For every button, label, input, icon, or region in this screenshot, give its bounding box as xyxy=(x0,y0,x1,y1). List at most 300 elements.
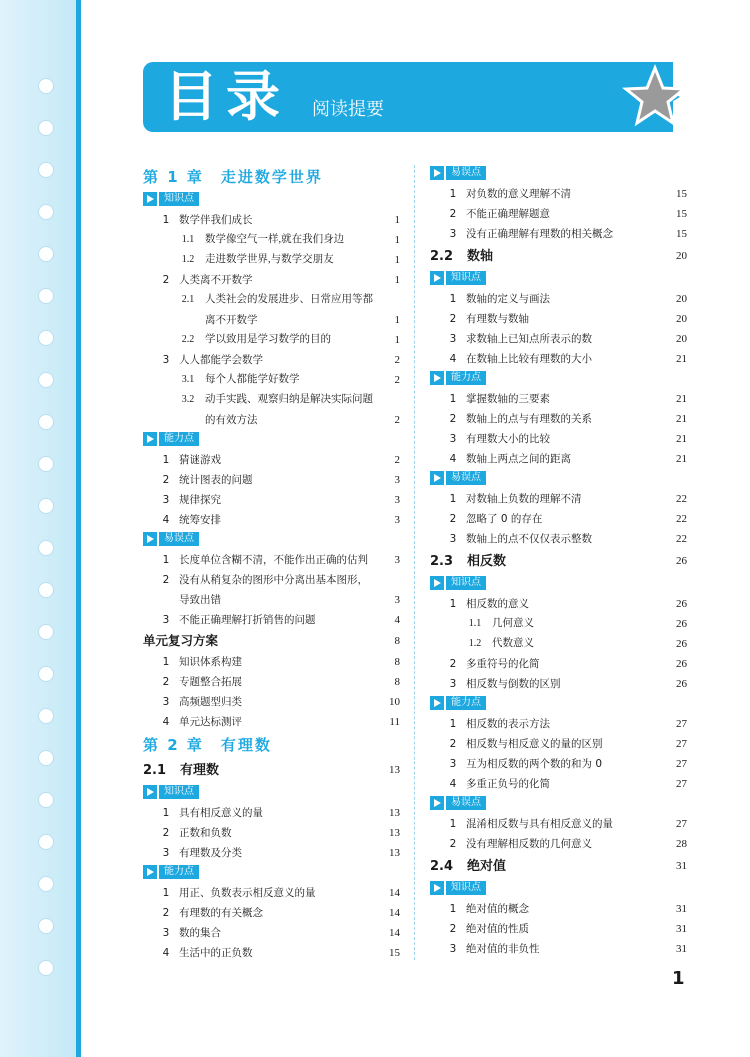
entry-title: 统筹安排 xyxy=(179,514,221,526)
section-title: 相反数 xyxy=(467,554,507,569)
page-subtitle: 阅读提要 xyxy=(312,99,384,120)
page-ref: 3 xyxy=(394,594,400,606)
toc-entry xyxy=(430,714,687,734)
page-ref: 22 xyxy=(676,493,687,505)
entry-number: 1 xyxy=(449,393,457,405)
page-ref: 2 xyxy=(394,414,400,426)
toc-entry xyxy=(430,429,687,449)
page-ref: 15 xyxy=(676,188,687,200)
toc-entry xyxy=(143,390,400,410)
page-ref: 2 xyxy=(394,374,400,386)
entry-title: 走进数学世界,与数学交朋友 xyxy=(205,254,334,265)
entry-number: 4 xyxy=(162,947,170,959)
binding-strip xyxy=(0,0,76,1057)
entry-number: 3 xyxy=(162,696,170,708)
toc-entry xyxy=(430,289,687,309)
page-ref: 21 xyxy=(676,393,687,405)
entry-number: 3.1 xyxy=(181,374,195,385)
binding-ring xyxy=(38,120,54,136)
page-ref: 27 xyxy=(676,758,687,770)
section-heading xyxy=(143,758,400,783)
section-title: 数轴 xyxy=(467,249,494,264)
page-number: 1 xyxy=(672,968,685,989)
entry-title: 相反数的意义 xyxy=(466,598,529,610)
entry-title: 互为相反数的两个数的和为 0 xyxy=(466,758,603,770)
entry-title: 对负数的意义理解不清 xyxy=(466,188,571,200)
entry-title: 学以致用是学习数学的目的 xyxy=(205,334,331,345)
page-ref: 21 xyxy=(676,353,687,365)
category-tag xyxy=(430,879,687,899)
entry-number: 1.1 xyxy=(468,618,482,629)
binding-ring xyxy=(38,876,54,892)
entry-number: 1 xyxy=(449,598,457,610)
entry-number: 1 xyxy=(162,214,170,226)
entry-title: 每个人都能学好数学 xyxy=(205,374,300,385)
entry-number: 2 xyxy=(162,676,170,688)
entry-title: 正数和负数 xyxy=(179,827,232,839)
toc-entry xyxy=(430,449,687,469)
entry-number: 2 xyxy=(449,738,457,750)
entry-title: 专题整合拓展 xyxy=(179,676,242,688)
toc-entry xyxy=(430,899,687,919)
play-arrow-icon xyxy=(430,271,444,285)
entry-title: 数轴上的点不仅仅表示整数 xyxy=(466,533,592,545)
entry-number: 4 xyxy=(449,778,457,790)
entry-number: 4 xyxy=(162,716,170,728)
toc-entry xyxy=(143,652,400,672)
entry-title: 单元达标测评 xyxy=(179,716,242,728)
section-number: 2.2 xyxy=(430,249,454,264)
toc-entry xyxy=(143,310,400,330)
page-ref: 13 xyxy=(389,807,400,819)
entry-number: 1 xyxy=(449,188,457,200)
entry-number: 1.2 xyxy=(181,254,195,265)
entry-number: 3 xyxy=(162,927,170,939)
toc-entry xyxy=(143,510,400,530)
toc-entry xyxy=(143,712,400,732)
entry-title: 高频题型归类 xyxy=(179,696,242,708)
category-label: 知识点 xyxy=(446,881,486,895)
entry-number: 2 xyxy=(162,274,170,286)
entry-title: 有理数大小的比较 xyxy=(466,433,550,445)
entry-title: 相反数的表示方法 xyxy=(466,718,550,730)
toc-entry xyxy=(430,654,687,674)
binding-ring xyxy=(38,918,54,934)
binding-ring xyxy=(38,414,54,430)
entry-number: 1.2 xyxy=(468,638,482,649)
entry-number: 4 xyxy=(449,453,457,465)
entry-title: 导致出错 xyxy=(179,594,221,606)
unit-review-heading xyxy=(143,630,400,652)
category-tag xyxy=(430,574,687,594)
toc-entry xyxy=(143,903,400,923)
page-ref: 1 xyxy=(394,274,400,286)
page-ref: 26 xyxy=(676,618,687,630)
section-heading xyxy=(430,244,687,269)
section-heading xyxy=(430,854,687,879)
entry-title: 有理数的有关概念 xyxy=(179,907,263,919)
chapter-heading: 第 2 章 有理数 xyxy=(143,736,272,754)
toc-entry xyxy=(430,204,687,224)
toc-entry xyxy=(430,814,687,834)
entry-number: 2 xyxy=(449,658,457,670)
category-tag xyxy=(430,269,687,289)
entry-title: 相反数与倒数的区别 xyxy=(466,678,561,690)
entry-number: 3 xyxy=(449,333,457,345)
chapter-heading: 第 1 章 走进数学世界 xyxy=(143,168,323,186)
entry-number: 2.1 xyxy=(181,294,195,305)
page-ref: 15 xyxy=(676,228,687,240)
page-ref: 8 xyxy=(394,676,400,688)
entry-number: 1 xyxy=(449,293,457,305)
page-ref: 8 xyxy=(394,635,400,647)
section-title: 有理数 xyxy=(180,763,220,778)
page-ref: 31 xyxy=(676,860,687,872)
entry-number: 3 xyxy=(449,758,457,770)
binding-ring xyxy=(38,330,54,346)
entry-number: 3 xyxy=(449,943,457,955)
entry-title: 具有相反意义的量 xyxy=(179,807,263,819)
entry-number: 4 xyxy=(449,353,457,365)
page-ref: 20 xyxy=(676,333,687,345)
entry-number: 2 xyxy=(162,474,170,486)
binding-ring xyxy=(38,456,54,472)
entry-title: 绝对值的性质 xyxy=(466,923,529,935)
entry-number: 2 xyxy=(449,208,457,220)
toc-entry xyxy=(143,570,400,590)
toc-left-column xyxy=(143,164,400,963)
entry-number: 1 xyxy=(162,807,170,819)
toc-entry xyxy=(430,774,687,794)
entry-number: 2 xyxy=(162,574,170,586)
page-ref: 21 xyxy=(676,413,687,425)
entry-title: 离不开数学 xyxy=(205,314,258,326)
page-ref: 26 xyxy=(676,638,687,650)
entry-number: 2 xyxy=(162,827,170,839)
entry-number: 3 xyxy=(162,614,170,626)
toc-entry xyxy=(143,250,400,270)
page-ref: 15 xyxy=(676,208,687,220)
toc-entry xyxy=(430,734,687,754)
toc-entry xyxy=(430,509,687,529)
entry-number: 1 xyxy=(162,554,170,566)
toc-entry xyxy=(143,883,400,903)
section-number: 2.3 xyxy=(430,554,454,569)
entry-number: 3 xyxy=(162,847,170,859)
entry-title: 规律探究 xyxy=(179,494,221,506)
entry-title: 人人都能学会数学 xyxy=(179,354,263,366)
entry-title: 数的集合 xyxy=(179,927,221,939)
entry-number: 2 xyxy=(449,838,457,850)
toc-entry xyxy=(430,594,687,614)
binding-ring xyxy=(38,372,54,388)
toc-entry xyxy=(143,410,400,430)
toc-entry xyxy=(430,939,687,959)
page-ref: 14 xyxy=(389,927,400,939)
toc-entry xyxy=(143,290,400,310)
category-tag xyxy=(430,164,687,184)
binding-ring xyxy=(38,834,54,850)
toc-entry xyxy=(143,350,400,370)
entry-title: 掌握数轴的三要素 xyxy=(466,393,550,405)
toc-entry xyxy=(430,184,687,204)
toc-entry xyxy=(430,309,687,329)
entry-title: 忽略了 0 的存在 xyxy=(466,513,543,525)
category-label: 易误点 xyxy=(446,796,486,810)
category-tag xyxy=(430,469,687,489)
play-arrow-icon xyxy=(143,785,157,799)
play-arrow-icon xyxy=(430,881,444,895)
entry-title: 有理数与数轴 xyxy=(466,313,529,325)
entry-number: 1 xyxy=(162,887,170,899)
entry-title: 求数轴上已知点所表示的数 xyxy=(466,333,592,345)
toc-entry xyxy=(143,370,400,390)
play-arrow-icon xyxy=(143,192,157,206)
toc-entry xyxy=(430,634,687,654)
page-ref: 3 xyxy=(394,554,400,566)
section-heading xyxy=(430,549,687,574)
entry-title: 混淆相反数与具有相反意义的量 xyxy=(466,818,613,830)
toc-entry xyxy=(143,672,400,692)
toc-entry xyxy=(143,210,400,230)
toc-entry xyxy=(430,919,687,939)
page-ref: 31 xyxy=(676,943,687,955)
binding-ring xyxy=(38,750,54,766)
category-tag xyxy=(143,863,400,883)
entry-number: 3 xyxy=(449,228,457,240)
entry-number: 3 xyxy=(162,494,170,506)
category-label: 易误点 xyxy=(159,532,199,546)
entry-number: 3.2 xyxy=(181,394,195,405)
entry-title: 数学伴我们成长 xyxy=(179,214,253,226)
entry-number: 1 xyxy=(449,493,457,505)
binding-ring xyxy=(38,246,54,262)
toc-entry xyxy=(430,329,687,349)
toc-entry xyxy=(430,409,687,429)
page-ref: 14 xyxy=(389,907,400,919)
entry-title: 不能正确理解题意 xyxy=(466,208,550,220)
page-ref: 20 xyxy=(676,250,687,262)
page-ref: 31 xyxy=(676,903,687,915)
page-ref: 11 xyxy=(389,716,400,728)
entry-title: 数轴上两点之间的距离 xyxy=(466,453,571,465)
page-ref: 1 xyxy=(394,314,400,326)
page-ref: 22 xyxy=(676,513,687,525)
entry-title: 没有从稍复杂的图形中分离出基本图形， xyxy=(179,574,368,586)
page-ref: 1 xyxy=(394,214,400,226)
page-ref: 27 xyxy=(676,738,687,750)
entry-number: 4 xyxy=(162,514,170,526)
entry-title: 有理数及分类 xyxy=(179,847,242,859)
toc-entry xyxy=(143,923,400,943)
entry-title: 数轴上的点与有理数的关系 xyxy=(466,413,592,425)
page-ref: 21 xyxy=(676,433,687,445)
toc-entry xyxy=(143,330,400,350)
entry-title: 知识体系构建 xyxy=(179,656,242,668)
toc-entry xyxy=(430,489,687,509)
category-label: 知识点 xyxy=(446,271,486,285)
binding-ring xyxy=(38,708,54,724)
category-tag xyxy=(143,430,400,450)
category-tag xyxy=(143,530,400,550)
entry-title: 人类社会的发展进步、日常应用等都 xyxy=(205,294,373,305)
page-ref: 2 xyxy=(394,454,400,466)
toc-entry xyxy=(143,450,400,470)
page-ref: 8 xyxy=(394,656,400,668)
category-tag xyxy=(143,783,400,803)
page-ref: 27 xyxy=(676,718,687,730)
category-label: 知识点 xyxy=(159,192,199,206)
entry-title: 对数轴上负数的理解不清 xyxy=(466,493,582,505)
star-icon xyxy=(560,62,690,132)
toc-entry xyxy=(430,614,687,634)
entry-number: 2 xyxy=(449,313,457,325)
binding-ring xyxy=(38,582,54,598)
toc-entry xyxy=(143,843,400,863)
page-ref: 14 xyxy=(389,887,400,899)
play-arrow-icon xyxy=(143,532,157,546)
binding-edge xyxy=(76,0,81,1057)
page-ref: 3 xyxy=(394,474,400,486)
category-tag xyxy=(143,190,400,210)
entry-title: 数学像空气一样,就在我们身边 xyxy=(205,234,345,245)
entry-title: 几何意义 xyxy=(492,618,534,629)
entry-number: 3 xyxy=(162,354,170,366)
page-ref: 26 xyxy=(676,658,687,670)
entry-number: 1 xyxy=(449,903,457,915)
entry-title: 统计图表的问题 xyxy=(179,474,253,486)
page-title: 目录 xyxy=(164,65,288,128)
entry-title: 长度单位含糊不清，不能作出正确的估判 xyxy=(179,554,368,566)
play-arrow-icon xyxy=(430,576,444,590)
page-ref: 20 xyxy=(676,293,687,305)
entry-title: 没有正确理解有理数的相关概念 xyxy=(466,228,613,240)
page-ref: 22 xyxy=(676,533,687,545)
entry-title: 生活中的正负数 xyxy=(179,947,253,959)
toc-entry xyxy=(430,529,687,549)
binding-ring xyxy=(38,498,54,514)
page-ref: 13 xyxy=(389,827,400,839)
entry-title: 不能正确理解打折销售的问题 xyxy=(179,614,316,626)
entry-number: 1.1 xyxy=(181,234,195,245)
page-ref: 3 xyxy=(394,514,400,526)
toc-entry xyxy=(430,389,687,409)
binding-ring xyxy=(38,540,54,556)
play-arrow-icon xyxy=(143,865,157,879)
entry-number: 3 xyxy=(449,533,457,545)
category-tag xyxy=(430,794,687,814)
page-ref: 31 xyxy=(676,923,687,935)
toc-entry xyxy=(143,803,400,823)
entry-title: 猜谜游戏 xyxy=(179,454,221,466)
page-ref: 26 xyxy=(676,678,687,690)
entry-number: 3 xyxy=(449,678,457,690)
category-label: 能力点 xyxy=(159,865,199,879)
binding-ring xyxy=(38,666,54,682)
page-ref: 13 xyxy=(389,847,400,859)
toc-entry xyxy=(430,674,687,694)
toc-entry xyxy=(143,823,400,843)
section-number: 2.4 xyxy=(430,859,454,874)
page-ref: 13 xyxy=(389,764,400,776)
play-arrow-icon xyxy=(430,696,444,710)
section-number: 2.1 xyxy=(143,763,167,778)
entry-title: 没有理解相反数的几何意义 xyxy=(466,838,592,850)
entry-title: 绝对值的概念 xyxy=(466,903,529,915)
page-ref: 20 xyxy=(676,313,687,325)
entry-title: 绝对值的非负性 xyxy=(466,943,540,955)
page-ref: 2 xyxy=(394,354,400,366)
page-ref: 1 xyxy=(394,254,400,266)
binding-ring xyxy=(38,204,54,220)
entry-title: 在数轴上比较有理数的大小 xyxy=(466,353,592,365)
page-ref: 1 xyxy=(394,334,400,346)
binding-ring xyxy=(38,960,54,976)
play-arrow-icon xyxy=(430,796,444,810)
toc-entry xyxy=(143,692,400,712)
toc-entry xyxy=(143,470,400,490)
page-ref: 28 xyxy=(676,838,687,850)
page-ref: 26 xyxy=(676,598,687,610)
entry-title: 的有效方法 xyxy=(205,414,258,426)
entry-number: 1 xyxy=(162,454,170,466)
binding-ring xyxy=(38,288,54,304)
category-tag xyxy=(430,694,687,714)
page-ref: 10 xyxy=(389,696,400,708)
entry-number: 2 xyxy=(449,413,457,425)
category-label: 能力点 xyxy=(159,432,199,446)
category-label: 知识点 xyxy=(446,576,486,590)
play-arrow-icon xyxy=(430,371,444,385)
page-ref: 21 xyxy=(676,453,687,465)
page-ref: 1 xyxy=(394,234,400,246)
entry-number: 2 xyxy=(162,907,170,919)
category-label: 能力点 xyxy=(446,696,486,710)
entry-number: 2.2 xyxy=(181,334,195,345)
page-ref: 15 xyxy=(389,947,400,959)
toc-entry xyxy=(143,490,400,510)
entry-title: 相反数与相反意义的量的区别 xyxy=(466,738,603,750)
toc-entry xyxy=(143,943,400,963)
entry-number: 2 xyxy=(449,923,457,935)
toc-entry xyxy=(143,610,400,630)
entry-title: 用正、负数表示相反意义的量 xyxy=(179,887,316,899)
page-ref: 26 xyxy=(676,555,687,567)
toc-entry xyxy=(430,224,687,244)
category-label: 易误点 xyxy=(446,166,486,180)
entry-number: 1 xyxy=(162,656,170,668)
entry-number: 1 xyxy=(449,718,457,730)
toc-entry xyxy=(430,349,687,369)
unit-title: 单元复习方案 xyxy=(143,633,219,648)
play-arrow-icon xyxy=(430,471,444,485)
entry-title: 动手实践、观察归纳是解决实际问题 xyxy=(205,394,373,405)
toc-entry xyxy=(143,590,400,610)
category-label: 易误点 xyxy=(446,471,486,485)
entry-number: 3 xyxy=(449,433,457,445)
toc-right-column xyxy=(430,164,687,959)
toc-entry xyxy=(430,834,687,854)
entry-number: 2 xyxy=(449,513,457,525)
entry-title: 代数意义 xyxy=(492,638,534,649)
page-ref: 3 xyxy=(394,494,400,506)
column-divider xyxy=(414,165,415,960)
binding-ring xyxy=(38,78,54,94)
category-label: 知识点 xyxy=(159,785,199,799)
entry-title: 人类离不开数学 xyxy=(179,274,253,286)
binding-ring xyxy=(38,624,54,640)
toc-entry xyxy=(430,754,687,774)
